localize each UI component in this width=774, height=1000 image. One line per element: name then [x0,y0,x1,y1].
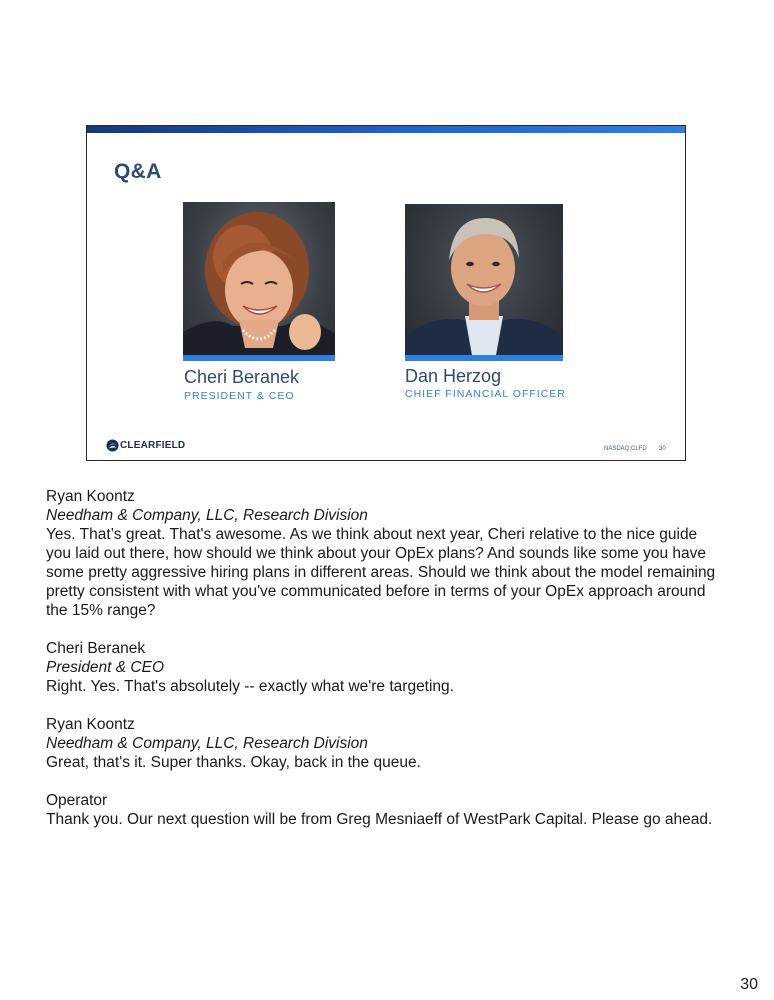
speaker-name: Operator [46,792,108,809]
photo-cheri-beranek [183,202,335,361]
logo-text: CLEARFIELD [120,440,186,451]
transcript [46,487,726,848]
person-name: Cheri Beranek [184,367,300,387]
transcript-entry [46,791,726,829]
logo-mark-icon [106,439,119,452]
speech-text: Right. Yes. That's absolutely -- exactly what we're targeting. [46,678,454,695]
speech-text: Yes. That’s great. That's awesome. As we think about next year, Cheri relative to the nice guide you laid out there, how should we think about your OpEx plans? And sounds like some you have some pretty aggressive hiring plans in different areas. Should we think about the model remaining pretty consistent with what you've communicated before in terms of your OpEx approach around the 15% range? [46,526,716,619]
slide-title: Q&A [114,160,162,183]
photo-accent-bar [405,355,563,361]
person-name: Dan Herzog [405,366,502,386]
slide-footer-page-number: 30 [659,446,666,452]
photo-accent-bar [183,355,335,361]
slide [86,125,686,461]
transcript-entry [46,715,726,772]
speaker-affiliation: Needham & Company, LLC, Research Division [46,735,368,752]
speech-text: Thank you. Our next question will be from Greg Mesniaeff of WestPark Capital. Please go ahead. [46,811,713,828]
page-number: 30 [740,976,758,993]
speaker-name: Ryan Koontz [46,716,135,733]
photo-dan-herzog [405,204,563,361]
clearfield-logo [106,439,185,452]
speech-text: Great, that's it. Super thanks. Okay, back in the queue. [46,754,421,771]
speaker-name: Ryan Koontz [46,488,135,505]
speaker-affiliation: President & CEO [46,659,165,676]
person-role: PRESIDENT & CEO [184,390,295,402]
slide-footer-ticker: NASDAQ:CLFD [604,446,647,452]
speaker-name: Cheri Beranek [46,640,146,657]
slide-top-bar [87,126,685,133]
transcript-entry [46,639,726,696]
speaker-affiliation: Needham & Company, LLC, Research Division [46,507,368,524]
person-role: CHIEF FINANCIAL OFFICER [405,388,566,400]
transcript-entry [46,487,726,620]
